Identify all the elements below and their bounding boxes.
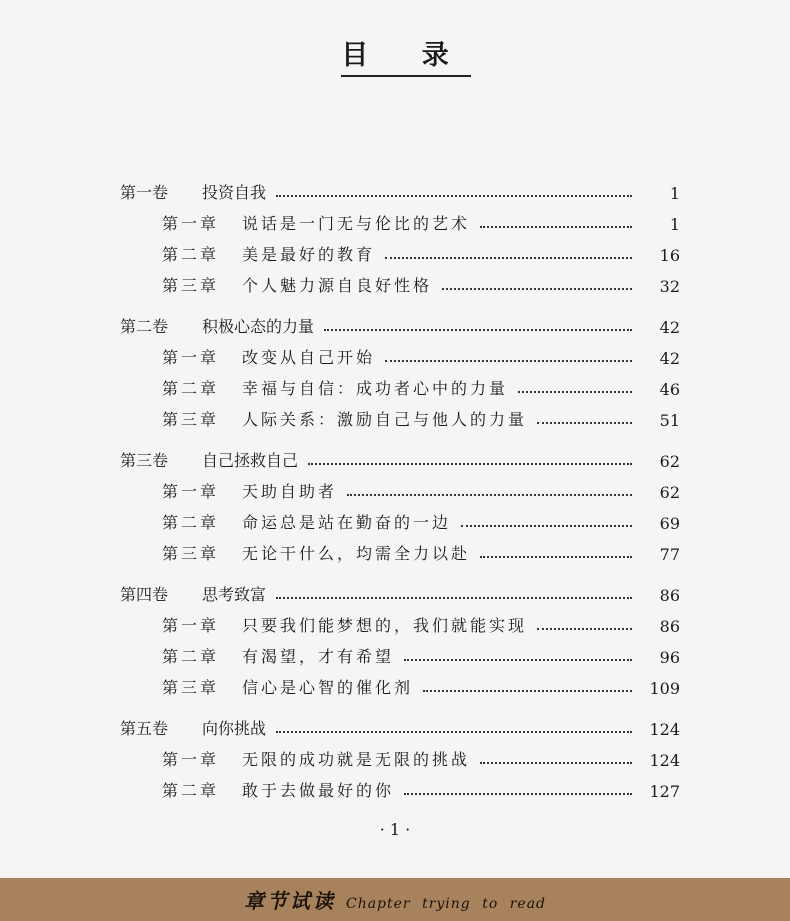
toc-entry-label: 第五卷 bbox=[120, 719, 169, 738]
dot-leader bbox=[276, 195, 632, 197]
toc-entry-title: 只要我们能梦想的，我们就能实现 bbox=[242, 616, 528, 635]
dot-leader bbox=[480, 762, 632, 764]
toc-entry-title: 积极心态的力量 bbox=[202, 317, 315, 336]
page-number: · 1 · bbox=[379, 820, 411, 839]
toc-entry-page: 1 bbox=[669, 184, 680, 203]
toc-entry-label: 第一章 bbox=[162, 750, 220, 769]
toc-entry-title: 投资自我 bbox=[202, 183, 267, 202]
toc-entry-page: 77 bbox=[659, 545, 680, 564]
footer-english-title: Chapter trying to read bbox=[345, 896, 546, 912]
toc-entry-title: 信心是心智的催化剂 bbox=[242, 678, 414, 697]
toc-chapter-entry bbox=[120, 502, 680, 533]
toc-entry-title: 无论干什么，均需全力以赴 bbox=[242, 544, 471, 563]
dot-leader bbox=[537, 422, 632, 424]
toc-entry-label: 第三卷 bbox=[120, 451, 169, 470]
toc-chapter-entry bbox=[120, 368, 680, 399]
toc-chapter-entry bbox=[120, 739, 680, 770]
dot-leader bbox=[385, 257, 632, 259]
toc-entry-label: 第三章 bbox=[162, 544, 220, 563]
toc-entry-title: 敢于去做最好的你 bbox=[242, 781, 395, 800]
toc-volume-entry bbox=[120, 306, 680, 337]
toc-entry-label: 第一章 bbox=[162, 214, 220, 233]
footer-banner bbox=[0, 878, 790, 921]
toc-chapter-entry bbox=[120, 234, 680, 265]
footer-chinese-title: 章节试读 bbox=[243, 889, 336, 913]
toc-entry-page: 62 bbox=[659, 483, 680, 502]
toc-entry-title: 天助自助者 bbox=[242, 482, 338, 501]
toc-entry-label: 第二章 bbox=[162, 781, 220, 800]
toc-entry-page: 96 bbox=[659, 648, 680, 667]
toc-chapter-entry bbox=[120, 399, 680, 430]
dot-leader bbox=[480, 556, 632, 558]
toc-chapter-entry bbox=[120, 203, 680, 234]
toc-entry-page: 86 bbox=[659, 617, 680, 636]
dot-leader bbox=[347, 494, 632, 496]
toc-entry-title: 幸福与自信：成功者心中的力量 bbox=[242, 379, 509, 398]
toc-entry-page: 42 bbox=[659, 318, 680, 337]
toc-entry-label: 第一章 bbox=[162, 616, 220, 635]
dot-leader bbox=[442, 288, 632, 290]
toc-entry-title: 说话是一门无与伦比的艺术 bbox=[242, 214, 471, 233]
toc-entry-label: 第三章 bbox=[162, 276, 220, 295]
toc-entry-page: 69 bbox=[659, 514, 680, 533]
toc-entry-page: 42 bbox=[659, 349, 680, 368]
toc-entry-label: 第三章 bbox=[162, 410, 220, 429]
toc-chapter-entry bbox=[120, 667, 680, 698]
toc-entry-label: 第四卷 bbox=[120, 585, 169, 604]
toc-entry-page: 46 bbox=[659, 380, 680, 399]
toc-entry-title: 美是最好的教育 bbox=[242, 245, 376, 264]
toc-entry-title: 思考致富 bbox=[202, 585, 267, 604]
toc-entry-label: 第二章 bbox=[162, 245, 220, 264]
dot-leader bbox=[480, 226, 632, 228]
dot-leader bbox=[385, 360, 632, 362]
toc-entry-title: 无限的成功就是无限的挑战 bbox=[242, 750, 471, 769]
page-title-text: 目 录 bbox=[341, 40, 470, 77]
page-title bbox=[0, 33, 790, 72]
toc-entry-page: 124 bbox=[649, 751, 680, 770]
dot-leader bbox=[324, 329, 632, 331]
dot-leader bbox=[404, 793, 632, 795]
toc-chapter-entry bbox=[120, 636, 680, 667]
toc-entry-title: 向你挑战 bbox=[202, 719, 267, 738]
toc-chapter-entry bbox=[120, 337, 680, 368]
toc-entry-label: 第三章 bbox=[162, 678, 220, 697]
toc-entry-page: 32 bbox=[659, 277, 680, 296]
toc-volume-entry bbox=[120, 440, 680, 471]
toc-chapter-entry bbox=[120, 471, 680, 502]
toc-entry-label: 第二卷 bbox=[120, 317, 169, 336]
toc-entry-page: 127 bbox=[649, 782, 680, 801]
toc-entry-label: 第一章 bbox=[162, 348, 220, 367]
toc-volume-entry bbox=[120, 574, 680, 605]
toc-entry-page: 86 bbox=[659, 586, 680, 605]
dot-leader bbox=[518, 391, 632, 393]
table-of-contents bbox=[120, 172, 680, 801]
toc-entry-page: 62 bbox=[659, 452, 680, 471]
dot-leader bbox=[423, 690, 632, 692]
toc-entry-page: 51 bbox=[659, 411, 680, 430]
toc-entry-label: 第一卷 bbox=[120, 183, 169, 202]
toc-entry-title: 人际关系：激励自己与他人的力量 bbox=[242, 410, 528, 429]
toc-entry-label: 第二章 bbox=[162, 647, 220, 666]
dot-leader bbox=[276, 731, 632, 733]
toc-entry-title: 有渴望，才有希望 bbox=[242, 647, 395, 666]
toc-volume-entry bbox=[120, 708, 680, 739]
dot-leader bbox=[308, 463, 632, 465]
toc-entry-label: 第一章 bbox=[162, 482, 220, 501]
dot-leader bbox=[537, 628, 632, 630]
toc-entry-label: 第二章 bbox=[162, 513, 220, 532]
dot-leader bbox=[404, 659, 632, 661]
toc-chapter-entry bbox=[120, 770, 680, 801]
toc-entry-page: 1 bbox=[669, 215, 680, 234]
dot-leader bbox=[461, 525, 632, 527]
toc-entry-title: 命运总是站在勤奋的一边 bbox=[242, 513, 452, 532]
toc-chapter-entry bbox=[120, 605, 680, 636]
toc-chapter-entry bbox=[120, 533, 680, 564]
dot-leader bbox=[276, 597, 632, 599]
toc-volume-entry bbox=[120, 172, 680, 203]
toc-chapter-entry bbox=[120, 265, 680, 296]
toc-entry-title: 自己拯救自己 bbox=[202, 451, 299, 470]
toc-entry-page: 124 bbox=[649, 720, 680, 739]
toc-entry-page: 109 bbox=[649, 679, 680, 698]
toc-entry-title: 个人魅力源自良好性格 bbox=[242, 276, 433, 295]
toc-entry-page: 16 bbox=[659, 246, 680, 265]
toc-entry-label: 第二章 bbox=[162, 379, 220, 398]
toc-entry-title: 改变从自己开始 bbox=[242, 348, 376, 367]
